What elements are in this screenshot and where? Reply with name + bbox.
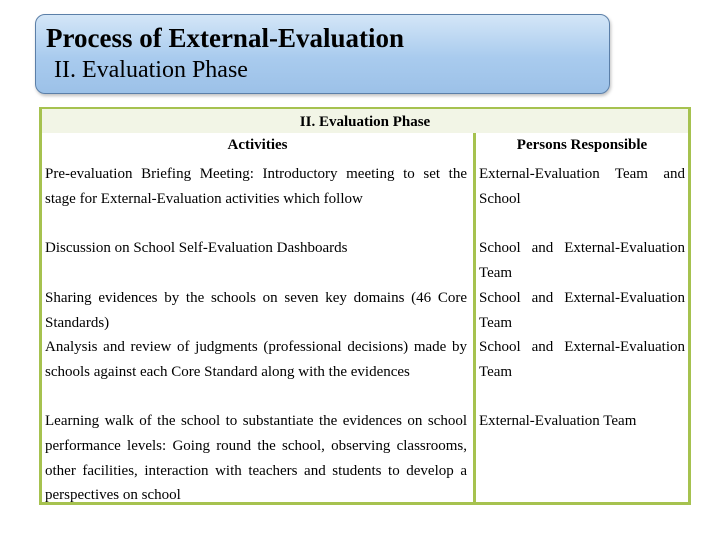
activity-cell: Learning walk of the school to substantiate the evidences on school performance levels: Going round the school, observing classrooms, other facilities, interaction with teachers and students to develop a perspectives on school xyxy=(45,413,467,502)
activities-column-header: Activities xyxy=(227,137,288,153)
phase-header: II. Evaluation Phase xyxy=(42,109,688,133)
activity-cell: Pre-evaluation Briefing Meeting: Introductory meeting to set the stage for External-Evaluation activities which follow xyxy=(45,166,467,207)
responsible-cell: School and External-Evaluation Team xyxy=(479,290,685,331)
activity-cell: Discussion on School Self-Evaluation Dashboards xyxy=(45,240,348,256)
column-divider xyxy=(473,133,476,502)
title-banner xyxy=(35,14,610,94)
responsible-cell: External-Evaluation Team xyxy=(479,413,637,429)
slide-title: Process of External-Evaluation xyxy=(46,23,404,53)
table-body xyxy=(42,109,688,502)
responsible-cell: School and External-Evaluation Team xyxy=(479,339,685,380)
responsible-cell: School and External-Evaluation Team xyxy=(479,240,685,281)
evaluation-phase-table xyxy=(39,107,691,505)
activity-cell: Sharing evidences by the schools on seven key domains (46 Core Standards) xyxy=(45,290,467,331)
slide-subtitle: II. Evaluation Phase xyxy=(54,57,248,83)
responsible-cell: External-Evaluation Team and School xyxy=(479,166,685,207)
activity-cell: Analysis and review of judgments (professional decisions) made by schools against each Core Standard along with the evidences xyxy=(45,339,467,380)
persons-responsible-column-header: Persons Responsible xyxy=(516,137,648,153)
